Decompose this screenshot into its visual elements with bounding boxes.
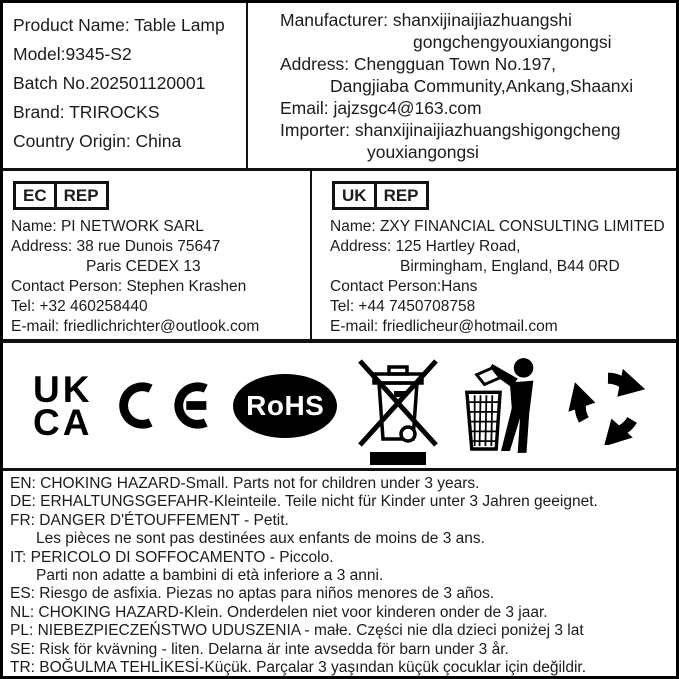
- ec-rep-name: Name: PI NETWORK SARL: [11, 218, 204, 235]
- product-info-box: [3, 3, 248, 168]
- uk-badge-box: UK: [332, 181, 377, 210]
- top-info-row: [3, 3, 676, 171]
- warning-line-fr: FR: DANGER D'ÉTOUFFEMENT - Petit.: [10, 511, 289, 529]
- warnings-section: [3, 471, 676, 676]
- ec-rep-tel: Tel: +32 460258440: [11, 298, 148, 315]
- ce-mark-icon: [113, 367, 212, 444]
- certification-marks-row: [3, 343, 676, 471]
- uk-rep-email: E-mail: friedlicheur@hotmail.com: [330, 318, 558, 335]
- warning-line-fr-cont: Les pièces ne sont pas destinées aux enfants de moins de 3 ans.: [36, 530, 485, 548]
- rep-badge-box: REP: [54, 181, 109, 210]
- manufacturer-email-line: Email: jajzsgc4@163.com: [280, 98, 482, 118]
- rep-row: [3, 171, 676, 343]
- rep-badge-box: REP: [374, 181, 429, 210]
- ec-rep-details: [11, 217, 310, 337]
- warning-line-se: SE: Risk för kvävning - liten. Delarna är inte avsedda för barn under 3 år.: [10, 640, 509, 658]
- ec-badge-box: EC: [13, 181, 57, 210]
- weee-crossed-bin-icon: [358, 353, 440, 465]
- tidy-man-icon: [461, 357, 547, 455]
- warning-line-tr: TR: BOĞULMA TEHLİKESİ-Küçük. Parçalar 3 yaşından küçük çocuklar için değildir.: [10, 659, 587, 676]
- manufacturer-line-cont: gongchengyouxiangongsi: [413, 32, 612, 52]
- warning-line-it-cont: Parti non adatte a bambini di età inferiore a 3 anni.: [36, 567, 384, 585]
- brand-line: Brand: TRIROCKS: [13, 102, 160, 122]
- ec-rep-contact: Contact Person: Stephen Krashen: [11, 278, 247, 295]
- warning-line-de: DE: ERHALTUNGSGEFAHR-Kleinteile. Teile nicht für Kinder unter 3 Jahren geeignet.: [10, 493, 598, 511]
- uk-rep-tel: Tel: +44 7450708758: [330, 298, 476, 315]
- uk-rep-address-cont: Birmingham, England, B44 0RD: [400, 258, 620, 275]
- ec-rep-address: Address: 38 rue Dunois 75647: [11, 238, 221, 255]
- manufacturer-info-box: [248, 3, 676, 168]
- uk-rep-contact: Contact Person:Hans: [330, 278, 478, 295]
- manufacturer-address-line: Address: Chengguan Town No.197,: [280, 54, 556, 74]
- manufacturer-line: Manufacturer: shanxijinaijiazhuangshi: [280, 10, 572, 30]
- uk-rep-address: Address: 125 Hartley Road,: [330, 238, 521, 255]
- product-name-line: Product Name: Table Lamp: [13, 15, 225, 35]
- rohs-label: RoHS: [246, 389, 325, 421]
- uk-rep-details: [330, 217, 676, 337]
- ec-rep-address-cont: Paris CEDEX 13: [86, 258, 201, 275]
- ec-rep-section: [3, 171, 312, 339]
- model-line: Model:9345-S2: [13, 44, 132, 64]
- batch-number-line: Batch No.202501120001: [13, 73, 206, 93]
- ukca-top-text: UK: [33, 368, 93, 410]
- warning-line-nl: NL: CHOKING HAZARD-Klein. Onderdelen niet voor kinderen onder de 3 jaar.: [10, 603, 548, 621]
- ukca-mark-icon: [33, 368, 93, 443]
- uk-rep-name: Name: ZXY FINANCIAL CONSULTING LIMITED: [330, 218, 665, 235]
- manufacturer-address-cont: Dangjiaba Community,Ankang,Shaanxi: [330, 76, 634, 96]
- warning-line-it: IT: PERICOLO DI SOFFOCAMENTO - Piccolo.: [10, 548, 334, 566]
- rohs-mark-icon: [233, 374, 337, 438]
- warning-line-es: ES: Riesgo de asfixia. Piezas no aptas para niños menores de 3 años.: [10, 585, 495, 603]
- recycling-symbol-icon: [568, 367, 648, 445]
- ec-rep-email: E-mail: friedlichrichter@outlook.com: [11, 318, 260, 335]
- uk-rep-section: [312, 171, 676, 339]
- ec-rep-badge: [13, 181, 109, 210]
- country-origin-line: Country Origin: China: [13, 131, 182, 151]
- ukca-bottom-text: CA: [33, 401, 93, 443]
- warning-line-pl: PL: NIEBEZPIECZEŃSTWO UDUSZENIA - małe. Części nie dla dzieci poniżej 3 lat: [10, 622, 584, 640]
- uk-rep-badge: [332, 181, 429, 210]
- warning-line-en: EN: CHOKING HAZARD-Small. Parts not for children under 3 years.: [10, 475, 480, 492]
- importer-line-cont: youxiangongsi: [367, 142, 479, 162]
- importer-line: Importer: shanxijinaijiazhuangshigongcheng: [280, 120, 621, 140]
